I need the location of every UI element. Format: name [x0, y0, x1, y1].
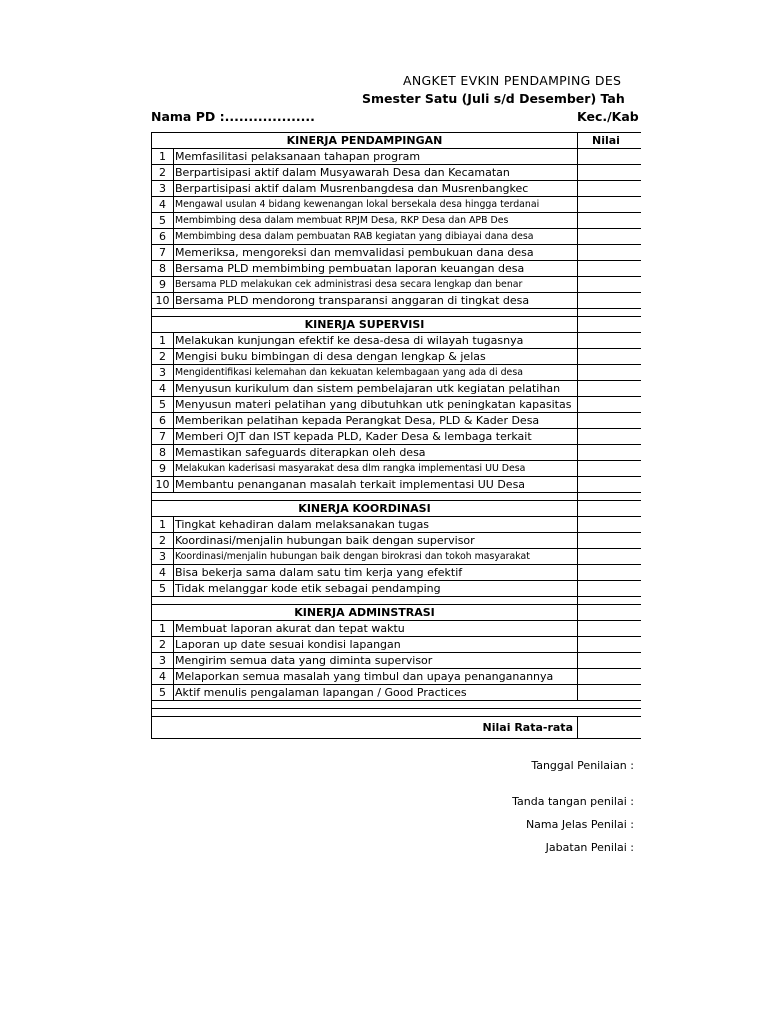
nilai-cell[interactable]: [577, 637, 643, 652]
nilai-cell[interactable]: [577, 445, 643, 460]
section-title: KINERJA KOORDINASI: [298, 502, 431, 515]
nilai-column-header: [577, 605, 642, 620]
criteria-text: Membantu penanganan masalah terkait implementasi UU Desa: [175, 478, 526, 491]
nilai-cell[interactable]: [577, 197, 643, 212]
table-row: [151, 181, 641, 197]
table-row: [151, 429, 641, 445]
table-row: [151, 381, 641, 397]
nilai-cell[interactable]: [577, 621, 643, 636]
tanggal-penilaian-label: Tanggal Penilaian :: [531, 759, 634, 772]
row-number: 4: [152, 565, 174, 580]
row-number: 2: [152, 533, 174, 548]
criteria-text: Mengawal usulan 4 bidang kewenangan lokal bersekala desa hingga terdanai: [175, 199, 540, 210]
table-row: [151, 261, 641, 277]
row-number: 8: [152, 445, 174, 460]
kec-kab-label: Kec./Kab: [577, 109, 639, 124]
table-row: [151, 365, 641, 381]
table-row: [151, 581, 641, 597]
row-number: 1: [152, 517, 174, 532]
row-number: 3: [152, 653, 174, 668]
nilai-cell[interactable]: [577, 461, 643, 476]
nilai-cell[interactable]: [577, 669, 643, 684]
row-number: 7: [152, 245, 174, 260]
nilai-column-header: Nilai: [577, 133, 642, 148]
jabatan-penilai-label: Jabatan Penilai :: [545, 841, 634, 854]
average-label: Nilai Rata-rata: [482, 721, 573, 734]
row-number: 1: [152, 621, 174, 636]
table-row: [151, 293, 641, 309]
nilai-cell[interactable]: [577, 149, 643, 164]
section-spacer: [151, 493, 641, 501]
nilai-column-header: [577, 317, 642, 332]
criteria-text: Mengidentifikasi kelemahan dan kekuatan kelembagaan yang ada di desa: [175, 367, 523, 378]
row-number: 7: [152, 429, 174, 444]
criteria-text: Memastikan safeguards diterapkan oleh desa: [175, 446, 426, 459]
nilai-cell[interactable]: [577, 165, 643, 180]
table-row: [151, 277, 641, 293]
criteria-text: Memeriksa, mengoreksi dan memvalidasi pembukuan dana desa: [175, 246, 534, 259]
table-row: [151, 549, 641, 565]
table-row: [151, 445, 641, 461]
table-row: [151, 349, 641, 365]
row-number: 2: [152, 349, 174, 364]
nilai-cell[interactable]: [577, 381, 643, 396]
table-row: [151, 461, 641, 477]
row-number: 5: [152, 581, 174, 596]
nilai-column-header: [577, 501, 642, 516]
nilai-cell[interactable]: [577, 581, 643, 596]
nilai-cell[interactable]: [577, 653, 643, 668]
table-row: [151, 685, 641, 701]
criteria-text: Bersama PLD mendorong transparansi anggaran di tingkat desa: [175, 294, 530, 307]
nama-penilai-label: Nama Jelas Penilai :: [525, 818, 634, 831]
criteria-text: Memfasilitasi pelaksanaan tahapan program: [175, 150, 421, 163]
table-row: [151, 517, 641, 533]
table-row: [151, 197, 641, 213]
row-number: 1: [152, 333, 174, 348]
average-value-cell[interactable]: [577, 717, 643, 738]
average-row: [151, 717, 641, 739]
nilai-cell[interactable]: [577, 229, 643, 244]
criteria-text: Bisa bekerja sama dalam satu tim kerja yang efektif: [175, 566, 463, 579]
criteria-text: Bersama PLD membimbing pembuatan laporan keuangan desa: [175, 262, 525, 275]
table-row: [151, 413, 641, 429]
table-row: [151, 333, 641, 349]
nilai-cell[interactable]: [577, 413, 643, 428]
row-number: 3: [152, 549, 174, 564]
nilai-cell[interactable]: [577, 181, 643, 196]
row-number: 6: [152, 413, 174, 428]
row-number: 4: [152, 669, 174, 684]
nilai-cell[interactable]: [577, 565, 643, 580]
nilai-cell[interactable]: [577, 245, 643, 260]
criteria-text: Melakukan kunjungan efektif ke desa-desa di wilayah tugasnya: [175, 334, 524, 347]
criteria-text: Membuat laporan akurat dan tepat waktu: [175, 622, 405, 635]
criteria-text: Menyusun kurikulum dan sistem pembelajaran utk kegiatan pelatihan: [175, 382, 561, 395]
table-row: [151, 213, 641, 229]
row-number: 5: [152, 213, 174, 228]
criteria-text: Mengisi buku bimbingan di desa dengan lengkap & jelas: [175, 350, 486, 363]
table-row: [151, 229, 641, 245]
nilai-cell[interactable]: [577, 533, 643, 548]
table-row: [151, 565, 641, 581]
row-number: 2: [152, 637, 174, 652]
section-title: KINERJA ADMINSTRASI: [294, 606, 435, 619]
section-header: [151, 133, 641, 149]
document-subtitle: Smester Satu (Juli s/d Desember) Tah: [362, 91, 625, 106]
table-row: [151, 653, 641, 669]
criteria-text: Melakukan kaderisasi masyarakat desa dlm rangka implementasi UU Desa: [175, 463, 526, 474]
row-number: 9: [152, 461, 174, 476]
criteria-text: Koordinasi/menjalin hubungan baik dengan supervisor: [175, 534, 475, 547]
criteria-text: Berpartisipasi aktif dalam Musrenbangdesa dan Musrenbangkec: [175, 182, 529, 195]
nilai-cell[interactable]: [577, 293, 643, 308]
row-number: 6: [152, 229, 174, 244]
nilai-cell[interactable]: [577, 333, 643, 348]
criteria-text: Membimbing desa dalam pembuatan RAB kegiatan yang dibiayai dana desa: [175, 231, 534, 242]
row-number: 5: [152, 685, 174, 700]
table-row: [151, 149, 641, 165]
criteria-text: Melaporkan semua masalah yang timbul dan upaya penanganannya: [175, 670, 554, 683]
criteria-text: Tidak melanggar kode etik sebagai pendamping: [175, 582, 441, 595]
criteria-text: Membimbing desa dalam membuat RPJM Desa, RKP Desa dan APB Des: [175, 215, 509, 226]
section-title: KINERJA SUPERVISI: [304, 318, 425, 331]
row-number: 8: [152, 261, 174, 276]
criteria-text: Koordinasi/menjalin hubungan baik dengan birokrasi dan tokoh masyarakat: [175, 551, 530, 562]
criteria-text: Bersama PLD melakukan cek administrasi desa secara lengkap dan benar: [175, 279, 523, 290]
nilai-cell[interactable]: [577, 397, 643, 412]
row-number: 5: [152, 397, 174, 412]
section-spacer: [151, 597, 641, 605]
nilai-cell[interactable]: [577, 477, 643, 492]
nilai-cell[interactable]: [577, 517, 643, 532]
criteria-text: Laporan up date sesuai kondisi lapangan: [175, 638, 401, 651]
nilai-cell[interactable]: [577, 213, 643, 228]
table-row: [151, 533, 641, 549]
section-header: [151, 501, 641, 517]
table-spacer: [151, 709, 641, 717]
row-number: 2: [152, 165, 174, 180]
criteria-text: Tingkat kehadiran dalam melaksanakan tugas: [175, 518, 430, 531]
table-row: [151, 245, 641, 261]
criteria-text: Menyusun materi pelatihan yang dibutuhkan utk peningkatan kapasitas: [175, 398, 572, 411]
section-header: [151, 605, 641, 621]
row-number: 4: [152, 381, 174, 396]
document-title: ANGKET EVKIN PENDAMPING DES: [403, 73, 622, 88]
table-row: [151, 477, 641, 493]
evaluation-table: [151, 132, 641, 739]
table-row: [151, 165, 641, 181]
criteria-text: Memberi OJT dan IST kepada PLD, Kader Desa & lembaga terkait: [175, 430, 532, 443]
row-number: 4: [152, 197, 174, 212]
nilai-cell[interactable]: [577, 685, 643, 700]
tanda-tangan-label: Tanda tangan penilai :: [512, 795, 634, 808]
nilai-cell[interactable]: [577, 349, 643, 364]
criteria-text: Berpartisipasi aktif dalam Musyawarah Desa dan Kecamatan: [175, 166, 510, 179]
section-header: [151, 317, 641, 333]
section-spacer: [151, 309, 641, 317]
nilai-cell[interactable]: [577, 365, 643, 380]
row-number: 3: [152, 181, 174, 196]
nilai-cell[interactable]: [577, 277, 643, 292]
table-row: [151, 621, 641, 637]
row-number: 10: [152, 293, 174, 308]
nilai-cell[interactable]: [577, 429, 643, 444]
table-row: [151, 669, 641, 685]
table-row: [151, 397, 641, 413]
criteria-text: Aktif menulis pengalaman lapangan / Good Practices: [175, 686, 467, 699]
criteria-text: Memberikan pelatihan kepada Perangkat Desa, PLD & Kader Desa: [175, 414, 540, 427]
criteria-text: Mengirim semua data yang diminta supervisor: [175, 654, 433, 667]
table-row: [151, 637, 641, 653]
table-spacer: [151, 701, 641, 709]
nilai-cell[interactable]: [577, 261, 643, 276]
section-title: KINERJA PENDAMPINGAN: [286, 134, 443, 147]
row-number: 3: [152, 365, 174, 380]
row-number: 9: [152, 277, 174, 292]
nama-pd-label: Nama PD :...................: [151, 109, 315, 124]
row-number: 1: [152, 149, 174, 164]
row-number: 10: [152, 477, 174, 492]
nilai-cell[interactable]: [577, 549, 643, 564]
